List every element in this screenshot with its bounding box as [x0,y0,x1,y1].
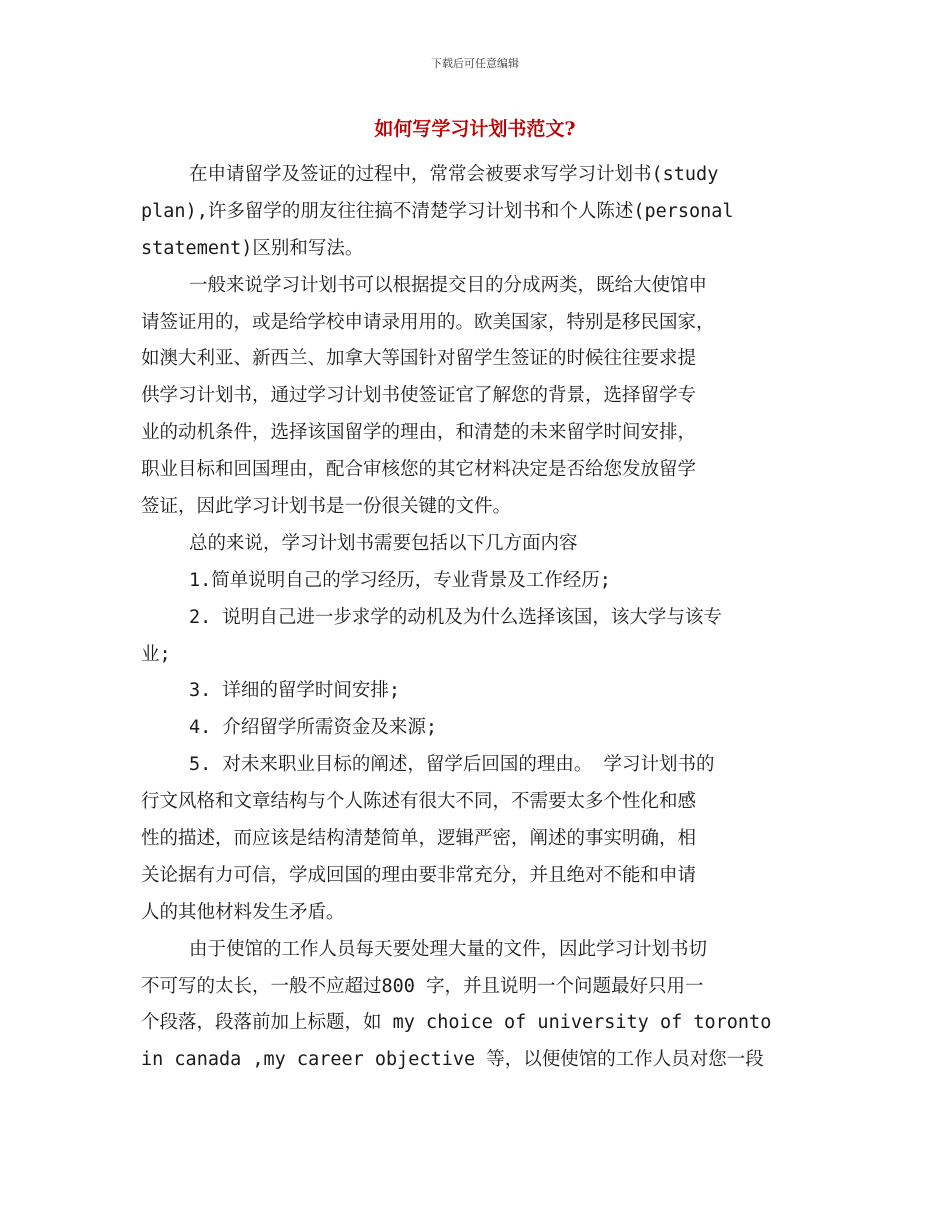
document-title: 如何写学习计划书范文? [374,118,576,140]
page-header-note: 下载后可任意编辑 [431,57,519,70]
text-line: 行文风格和文章结构与个人陈述有很大不同，不需要太多个性化和感 [141,791,697,813]
text-line: 如澳大利亚、新西兰、加拿大等国针对留学生签证的时候往往要求提 [141,348,697,370]
text-line: in canada ,my career objective 等，以便使馆的工作人员对您一段 [141,1049,764,1071]
document-body [141,157,806,1079]
list-item: 1.简单说明自己的学习经历，专业背景及工作经历; [189,569,611,591]
list-item: 3. 详细的留学时间安排; [189,680,401,702]
text-line: statement)区别和写法。 [141,237,364,259]
text-line: 由于使馆的工作人员每天要处理大量的文件，因此学习计划书切 [189,938,708,960]
text-line: 关论据有力可信，学成回国的理由要非常充分，并且绝对不能和申请 [141,864,697,886]
text-line: 业的动机条件，选择该国留学的理由，和清楚的未来留学时间安排， [141,422,697,444]
text-line: 总的来说，学习计划书需要包括以下几方面内容 [189,532,578,554]
text-line: 业; [141,643,171,665]
text-line: 个段落，段落前加上标题，如 my choice of university of toronto [141,1012,772,1034]
text-line: 请签证用的，或是给学校申请录用用的。欧美国家，特别是移民国家， [141,311,715,333]
text-line: 签证，因此学习计划书是一份很关键的文件。 [141,496,512,518]
text-line: 不可写的太长，一般不应超过800 字，并且说明一个问题最好只用一 [141,975,704,997]
text-line: 供学习计划书，通过学习计划书使签证官了解您的背景，选择留学专 [141,385,697,407]
text-line: 职业目标和回国理由，配合审核您的其它材料决定是否给您发放留学 [141,459,697,481]
text-line: 人的其他材料发生矛盾。 [141,901,345,923]
list-item: 5. 对未来职业目标的阐述，留学后回国的理由。 学习计划书的 [189,754,715,776]
text-line: 一般来说学习计划书可以根据提交目的分成两类，既给大使馆申 [189,274,708,296]
text-line: plan),许多留学的朋友往往搞不清楚学习计划书和个人陈述(personal [141,200,734,222]
list-item: 2. 说明自己进一步求学的动机及为什么选择该国，该大学与该专 [189,606,722,628]
list-item: 4. 介绍留学所需资金及来源; [189,717,438,739]
text-line: 在申请留学及签证的过程中，常常会被要求写学习计划书(study [189,164,719,185]
text-line: 性的描述，而应该是结构清楚简单，逻辑严密，阐述的事实明确，相 [141,828,697,850]
